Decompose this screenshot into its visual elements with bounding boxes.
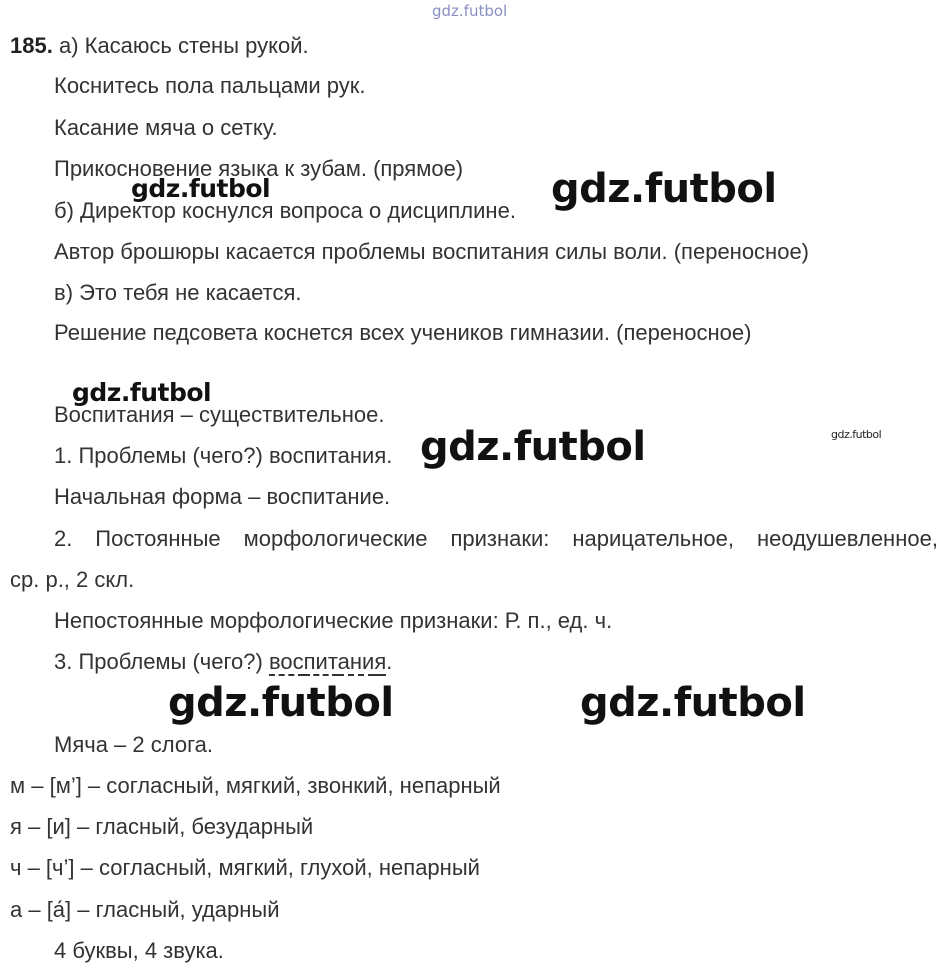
watermark: gdz.futbol <box>168 680 394 726</box>
exercise-line-a-text: а) Касаюсь стены рукой. <box>58 33 309 58</box>
phonetics-heading: Мяча – 2 слога. <box>54 732 213 757</box>
exercise-line-a <box>10 33 309 59</box>
phonetics-line-ch: ч – [ч’] – согласный, мягкий, глухой, непарный <box>10 855 480 880</box>
watermark: gdz.futbol <box>580 680 806 726</box>
watermark: gdz.futbol <box>831 428 882 441</box>
dashed-underline-word-part: ани <box>337 649 375 674</box>
phonetics-line-a: а – [а́] – гласный, ударный <box>10 897 280 922</box>
phonetics-line-m: м – [м’] – согласный, мягкий, звонкий, непарный <box>10 773 501 798</box>
morphology-item3-prefix: 3. Проблемы (чего?) <box>54 649 269 674</box>
morphology-initial-form: Начальная форма – воспитание. <box>54 484 391 509</box>
morphology-item2-word: признаки: <box>450 526 550 551</box>
morphology-item2-word: нарицательное, <box>572 526 734 551</box>
exercise-line-7: в) Это тебя не касается. <box>54 280 302 305</box>
morphology-item1: 1. Проблемы (чего?) воспитания. <box>54 443 393 468</box>
morphology-item2-word: морфологические <box>243 526 428 551</box>
dashed-underline-word-part: пит <box>303 649 338 674</box>
morphology-item2-word: Постоянные <box>95 526 221 551</box>
watermark: gdz.futbol <box>551 166 777 212</box>
morphology-item2-word: неодушевленное, <box>756 526 938 551</box>
watermark: gdz.futbol <box>131 174 271 203</box>
morphology-item3-suffix: . <box>386 649 393 674</box>
exercise-line-2: Коснитесь пола пальцами рук. <box>54 73 366 98</box>
exercise-number: 185. <box>10 33 53 58</box>
morphology-item2 <box>54 526 938 552</box>
exercise-line-8: Решение педсовета коснется всех учеников гимназии. (переносное) <box>54 320 752 345</box>
watermark: gdz.futbol <box>72 378 212 407</box>
morphology-item2-continued: ср. р., 2 скл. <box>10 567 135 592</box>
exercise-line-4: Прикосновение языка к зубам. (прямое) <box>54 156 464 181</box>
exercise-line-6: Автор брошюры касается проблемы воспитания силы воли. (переносное) <box>54 239 810 264</box>
underlined-word-ending: я <box>374 649 387 674</box>
morphology-heading: Воспитания – существительное. <box>54 402 385 427</box>
exercise-line-5: б) Директор коснулся вопроса о дисциплине. <box>54 198 516 223</box>
watermark: gdz.futbol <box>420 424 646 470</box>
morphology-item3 <box>54 649 392 675</box>
phonetics-summary: 4 буквы, 4 звука. <box>54 938 224 963</box>
morphology-nonconstant: Непостоянные морфологические признаки: Р. п., ед. ч. <box>54 608 613 633</box>
dashed-underline-word-part: вос <box>268 649 304 674</box>
phonetics-line-ya: я – [и] – гласный, безударный <box>10 814 314 839</box>
watermark-top: gdz.futbol <box>432 2 508 20</box>
morphology-item2-word: 2. <box>54 526 73 551</box>
exercise-line-3: Касание мяча о сетку. <box>54 115 278 140</box>
